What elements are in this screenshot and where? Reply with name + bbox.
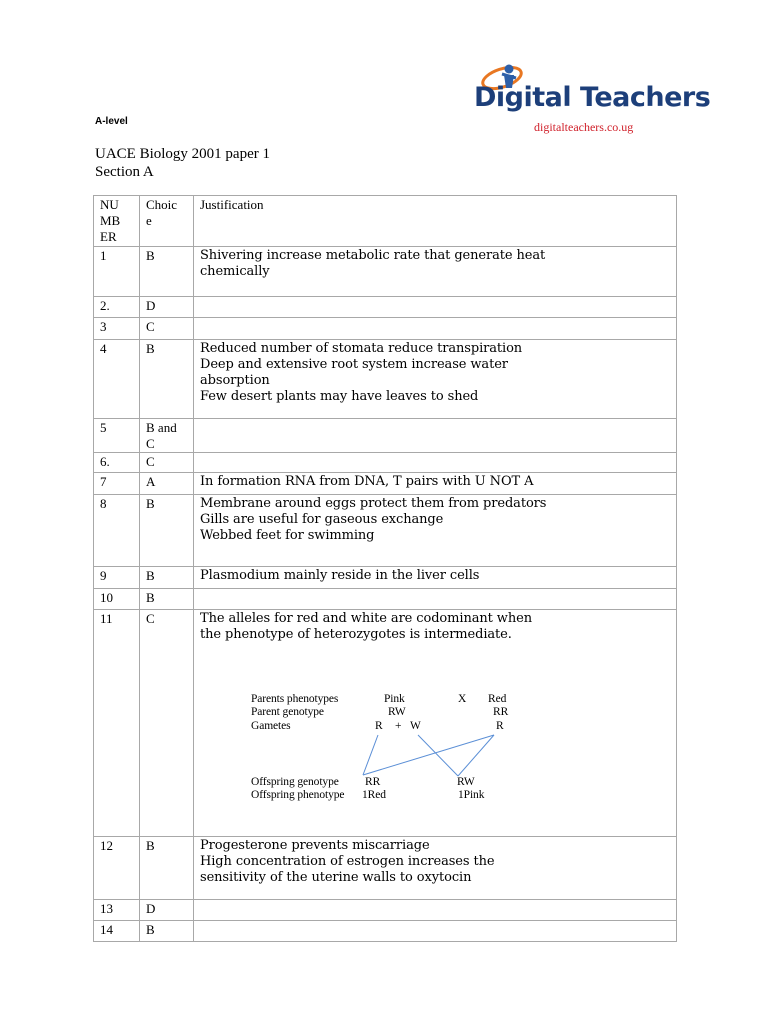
row-choice: B (140, 247, 194, 297)
row-choice: B (140, 921, 194, 942)
page-title (95, 145, 270, 181)
offspring1-genotype: RR (365, 776, 381, 788)
table-row (94, 921, 677, 942)
table-row (94, 495, 677, 567)
paper-title: UACE Biology 2001 paper 1 (95, 146, 270, 162)
justification-line: Reduced number of stomata reduce transpiration (200, 341, 523, 356)
table-header-row (94, 196, 677, 247)
row-choice: C (140, 318, 194, 340)
table-row (94, 247, 677, 297)
row-number: 14 (94, 921, 140, 942)
justification-line: Progesterone prevents miscarriage (200, 838, 430, 853)
offspring2-genotype: RW (457, 776, 475, 788)
row-number: 7 (94, 473, 140, 495)
cross-line-w-to-rw (418, 735, 458, 776)
table-row (94, 297, 677, 318)
gamete-r2: R (496, 720, 504, 732)
digital-teachers-logo[interactable] (470, 62, 711, 138)
gamete-w: W (410, 720, 421, 732)
row-choice: B and C (140, 419, 194, 453)
row-justification (194, 610, 677, 837)
row-number: 1 (94, 247, 140, 297)
table-row (94, 610, 677, 837)
table-row (94, 340, 677, 419)
header-choice: Choic e (140, 196, 194, 247)
table-row (94, 589, 677, 610)
offspring-genotype-label: Offspring genotype (251, 776, 339, 788)
parents-label: Parents phenotypes (251, 693, 339, 705)
offspring1-phenotype: 1Red (362, 789, 386, 801)
row-choice: D (140, 297, 194, 318)
parent1-phenotype: Pink (384, 693, 405, 705)
row-justification (194, 495, 677, 567)
table-row (94, 900, 677, 921)
justification-line: the phenotype of heterozygotes is intermediate. (200, 627, 512, 642)
row-number: 10 (94, 589, 140, 610)
row-justification (194, 589, 677, 610)
row-justification (194, 340, 677, 419)
justification-line: Few desert plants may have leaves to shed (200, 389, 479, 404)
row-number: 6. (94, 453, 140, 473)
justification-line: Membrane around eggs protect them from predators (200, 496, 547, 511)
cross-line-r1-to-rr (363, 735, 378, 775)
cross-symbol: X (458, 693, 467, 705)
row-number: 8 (94, 495, 140, 567)
offspring2-phenotype: 1Pink (458, 789, 485, 801)
parent2-phenotype: Red (488, 693, 507, 705)
table-row (94, 318, 677, 340)
justification-line: Deep and extensive root system increase water (200, 357, 508, 372)
row-justification (194, 247, 677, 297)
row-justification (194, 419, 677, 453)
justification-line: In formation RNA from DNA, T pairs with U NOT A (200, 474, 534, 489)
genetic-cross-diagram (200, 643, 670, 823)
justification-line: The alleles for red and white are codominant when (200, 611, 532, 626)
section-title: Section A (95, 164, 154, 180)
cross-line-r2-to-rw (458, 735, 494, 776)
row-choice: C (140, 453, 194, 473)
row-justification (194, 318, 677, 340)
row-choice: B (140, 589, 194, 610)
logo-url[interactable]: digitalteachers.co.ug (534, 120, 634, 134)
row-number: 4 (94, 340, 140, 419)
header-justification: Justification (194, 196, 677, 247)
row-justification (194, 473, 677, 495)
gamete-plus: + (395, 720, 402, 732)
row-justification (194, 837, 677, 900)
row-choice: B (140, 567, 194, 589)
genotype-label: Parent genotype (251, 706, 324, 718)
level-label: A-level (95, 116, 128, 127)
gamete-r1: R (375, 720, 383, 732)
row-choice: B (140, 340, 194, 419)
row-number: 5 (94, 419, 140, 453)
row-choice: D (140, 900, 194, 921)
row-choice: C (140, 610, 194, 837)
row-justification (194, 921, 677, 942)
table-row (94, 473, 677, 495)
table-row (94, 419, 677, 453)
row-number: 3 (94, 318, 140, 340)
justification-line: Shivering increase metabolic rate that generate heat (200, 248, 546, 263)
table-row (94, 453, 677, 473)
row-number: 2. (94, 297, 140, 318)
header-number: NU MB ER (94, 196, 140, 247)
row-number: 13 (94, 900, 140, 921)
row-justification (194, 297, 677, 318)
parent1-genotype: RW (388, 706, 406, 718)
cross-line-r2-to-rr (363, 735, 494, 775)
logo-text: Digital Teachers (474, 82, 711, 113)
row-justification (194, 567, 677, 589)
justification-line: High concentration of estrogen increases the (200, 854, 495, 869)
row-number: 11 (94, 610, 140, 837)
justification-line: Webbed feet for swimming (200, 528, 375, 543)
parent2-genotype: RR (493, 706, 509, 718)
row-choice: A (140, 473, 194, 495)
row-choice: B (140, 837, 194, 900)
justification-line: Gills are useful for gaseous exchange (200, 512, 444, 527)
gametes-label: Gametes (251, 720, 291, 732)
row-number: 12 (94, 837, 140, 900)
answers-table-body (94, 196, 677, 942)
row-justification (194, 453, 677, 473)
justification-line: chemically (200, 264, 270, 279)
row-choice: B (140, 495, 194, 567)
offspring-phenotype-label: Offspring phenotype (251, 789, 345, 801)
justification-line: absorption (200, 373, 270, 388)
row-number: 9 (94, 567, 140, 589)
justification-line: Plasmodium mainly reside in the liver cells (200, 568, 480, 583)
row-justification (194, 900, 677, 921)
answers-table (93, 195, 677, 942)
table-row (94, 837, 677, 900)
table-row (94, 567, 677, 589)
justification-line: sensitivity of the uterine walls to oxytocin (200, 870, 472, 885)
